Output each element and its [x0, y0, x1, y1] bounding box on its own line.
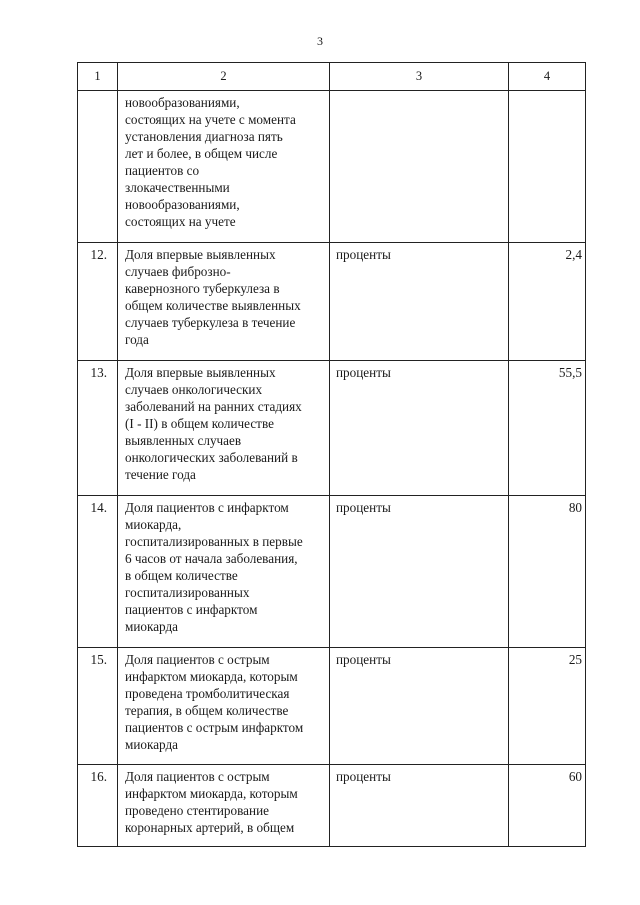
row-number: 14.: [78, 496, 118, 648]
description-line: миокарда: [125, 619, 179, 634]
row-description: [118, 91, 330, 243]
description-line: лет и более, в общем числе: [125, 146, 278, 161]
header-col-4: 4: [509, 63, 586, 91]
description-line: коронарных артерий, в общем: [125, 820, 295, 835]
row-description: [118, 496, 330, 648]
table-row: [78, 361, 586, 496]
row-value: 25: [509, 648, 586, 765]
description-line: 6 часов от начала заболевания,: [125, 551, 298, 566]
description-line: инфарктом миокарда, которым: [125, 669, 298, 684]
row-value: 60: [509, 765, 586, 847]
description-line: пациентов с инфарктом: [125, 602, 258, 617]
row-number: 15.: [78, 648, 118, 765]
row-value: 2,4: [509, 243, 586, 361]
table-row: [78, 91, 586, 243]
description-line: случаев онкологических: [125, 382, 263, 397]
table-row: [78, 648, 586, 765]
table-row: [78, 243, 586, 361]
description-line: злокачественными: [125, 180, 230, 195]
description-line: новообразованиями,: [125, 197, 240, 212]
row-description: [118, 765, 330, 847]
row-unit: [330, 91, 509, 243]
row-description: [118, 243, 330, 361]
row-unit: проценты: [330, 361, 509, 496]
header-col-3: 3: [330, 63, 509, 91]
description-line: Доля пациентов с инфарктом: [125, 500, 289, 515]
description-line: Доля пациентов с острым: [125, 769, 270, 784]
description-line: новообразованиями,: [125, 95, 240, 110]
row-unit: проценты: [330, 243, 509, 361]
description-line: проведено стентирование: [125, 803, 269, 818]
description-line: пациентов со: [125, 163, 200, 178]
row-unit: проценты: [330, 496, 509, 648]
description-line: течение года: [125, 467, 196, 482]
description-line: случаев фиброзно-: [125, 264, 231, 279]
row-unit: проценты: [330, 648, 509, 765]
description-line: состоящих на учете с момента: [125, 112, 296, 127]
header-col-1: 1: [78, 63, 118, 91]
description-line: случаев туберкулеза в течение: [125, 315, 296, 330]
description-line: пациентов с острым инфарктом: [125, 720, 304, 735]
header-col-2: 2: [118, 63, 330, 91]
table-row: [78, 765, 586, 847]
table-row: [78, 496, 586, 648]
description-line: миокарда,: [125, 517, 182, 532]
row-value: [509, 91, 586, 243]
description-line: госпитализированных: [125, 585, 250, 600]
description-line: миокарда: [125, 737, 179, 752]
row-number: 16.: [78, 765, 118, 847]
row-value: 80: [509, 496, 586, 648]
description-line: госпитализированных в первые: [125, 534, 303, 549]
description-line: в общем количестве: [125, 568, 238, 583]
description-line: года: [125, 332, 149, 347]
description-line: терапия, в общем количестве: [125, 703, 289, 718]
row-description: [118, 648, 330, 765]
description-line: установления диагноза пять: [125, 129, 283, 144]
indicators-table: [77, 62, 586, 847]
row-value: 55,5: [509, 361, 586, 496]
page-number: 3: [317, 34, 323, 48]
row-description: [118, 361, 330, 496]
row-unit: проценты: [330, 765, 509, 847]
description-line: онкологических заболеваний в: [125, 450, 298, 465]
description-line: Доля пациентов с острым: [125, 652, 270, 667]
description-line: кавернозного туберкулеза в: [125, 281, 280, 296]
description-line: заболеваний на ранних стадиях: [125, 399, 302, 414]
description-line: общем количестве выявленных: [125, 298, 301, 313]
description-line: выявленных случаев: [125, 433, 242, 448]
description-line: (I - II) в общем количестве: [125, 416, 274, 431]
description-line: Доля впервые выявленных: [125, 247, 276, 262]
table-header-row: [78, 63, 586, 91]
description-line: инфарктом миокарда, которым: [125, 786, 298, 801]
description-line: проведена тромболитическая: [125, 686, 290, 701]
row-number: 12.: [78, 243, 118, 361]
description-line: Доля впервые выявленных: [125, 365, 276, 380]
row-number: [78, 91, 118, 243]
row-number: 13.: [78, 361, 118, 496]
description-line: состоящих на учете: [125, 214, 236, 229]
